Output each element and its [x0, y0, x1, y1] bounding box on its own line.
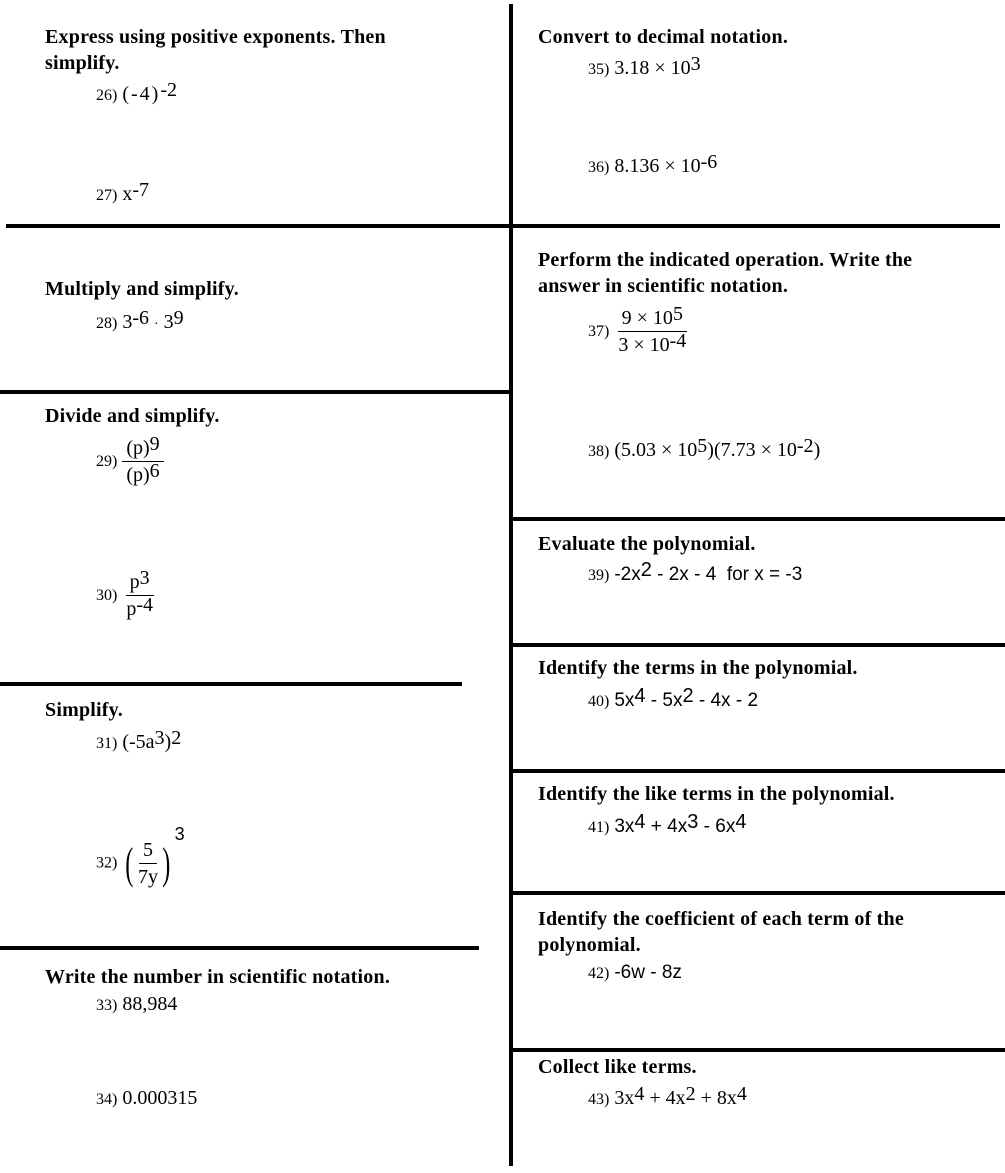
denominator-base: (p): [126, 464, 150, 486]
problem-27: [96, 179, 149, 208]
close-paren: ): [164, 731, 172, 753]
exponent: -2: [160, 79, 177, 101]
fraction: [134, 838, 162, 889]
exponent: -7: [132, 179, 149, 201]
term-1: 3x: [614, 816, 635, 837]
term-3: - 4x - 2: [693, 690, 759, 711]
exponent-1: 4: [634, 1083, 645, 1105]
numerator: 5: [139, 838, 157, 864]
exponent-2: 9: [173, 307, 184, 329]
term-1: -2x: [614, 564, 641, 585]
left-paren: (: [125, 838, 134, 888]
problem-number: 30): [96, 587, 118, 605]
exponent-2: 2: [682, 685, 694, 707]
problem-37: [588, 303, 690, 357]
instruction-operation-scientific: Perform the indicated operation. Write the answer in scientific notation.: [538, 249, 913, 297]
instruction-identify-terms: Identify the terms in the polynomial.: [538, 657, 858, 679]
term: 3.18 × 10: [614, 57, 691, 79]
instruction-evaluate: Evaluate the polynomial.: [538, 533, 756, 555]
divider-right-4: [510, 891, 1005, 895]
numerator-base: (p): [126, 437, 150, 459]
problem-number: 33): [96, 997, 118, 1014]
instruction-divide: Divide and simplify.: [45, 405, 220, 427]
problem-number: 37): [588, 323, 610, 341]
term-2: - 5x: [645, 690, 683, 711]
term-1: 5x: [614, 690, 635, 711]
problem-number: 39): [588, 567, 610, 584]
fraction: [614, 303, 690, 357]
problem-35: [588, 53, 701, 82]
problem-number: 36): [588, 159, 610, 176]
problem-number: 34): [96, 1091, 118, 1108]
exponent-2: 2: [171, 727, 182, 749]
denominator-exponent: 6: [149, 460, 160, 482]
numerator-exponent: 5: [672, 303, 683, 325]
instruction-coefficient: Identify the coefficient of each term of the polynomial.: [538, 908, 904, 956]
base: (-4): [122, 83, 161, 105]
divider-left-2: [0, 682, 462, 686]
divider-right-2: [510, 643, 1005, 647]
denominator-base: p: [126, 598, 137, 620]
problem-number: 29): [96, 453, 118, 471]
problem-number: 38): [588, 443, 610, 460]
exponent-2: 3: [687, 811, 699, 833]
term-2: )(7.73 × 10: [707, 439, 797, 461]
base-1: 3: [122, 311, 133, 333]
denominator: 3 × 10: [618, 334, 670, 356]
problem-number: 31): [96, 735, 118, 752]
problem-number: 40): [588, 693, 610, 710]
problem-30: [96, 567, 157, 621]
exponent-1: 4: [634, 811, 646, 833]
divider-right-1: [512, 517, 1005, 521]
denominator: 7y: [137, 866, 158, 888]
divider-right-5: [510, 1048, 1005, 1052]
exponent-2: 2: [685, 1083, 696, 1105]
right-paren: ): [162, 838, 171, 888]
exponent-3: 4: [736, 1083, 747, 1105]
problem-39: [588, 559, 803, 588]
term-1: (5.03 × 10: [614, 439, 698, 461]
problem-28: [96, 307, 184, 337]
instruction-decimal-notation: Convert to decimal notation.: [538, 26, 789, 48]
problem-42: [588, 960, 682, 986]
divider-left-3: [0, 946, 479, 950]
value: 0.000315: [122, 1087, 198, 1109]
problem-number: 28): [96, 315, 118, 332]
exponent-3: 4: [735, 811, 747, 833]
problem-43: [588, 1083, 747, 1112]
numerator-exponent: 9: [149, 433, 160, 455]
term-3: ): [813, 439, 821, 461]
term-1: 3x: [614, 1087, 635, 1109]
value: 88,984: [122, 993, 178, 1015]
exponent-1: 4: [634, 685, 646, 707]
problem-number: 32): [96, 854, 118, 872]
divider-full-1: [6, 224, 1000, 228]
problem-33: [96, 992, 177, 1018]
exponent: 3: [690, 53, 701, 75]
base-2: 3: [163, 311, 174, 333]
exponent-1: 2: [640, 559, 652, 581]
problem-number: 27): [96, 187, 118, 204]
base: x: [122, 183, 133, 205]
problem-number: 42): [588, 965, 610, 982]
instruction-multiply: Multiply and simplify.: [45, 278, 239, 300]
exponent-1: -6: [132, 307, 149, 329]
exponent: 3: [174, 824, 185, 845]
exponent: -6: [700, 151, 718, 173]
term-3: + 8x: [695, 1087, 737, 1109]
problem-number: 26): [96, 87, 118, 104]
fraction: [122, 433, 163, 487]
problem-number: 35): [588, 61, 610, 78]
problem-number: 43): [588, 1091, 610, 1108]
term: (-5a: [122, 731, 155, 753]
fraction: [122, 567, 157, 621]
numerator-exponent: 3: [139, 567, 150, 589]
numerator: 9 × 10: [621, 307, 673, 329]
expression: -6w - 8z: [614, 962, 682, 983]
problem-29: [96, 433, 164, 487]
instruction-simplify: Simplify.: [45, 699, 123, 721]
instruction-scientific-notation: Write the number in scientific notation.: [45, 966, 391, 988]
divider-right-3: [510, 769, 1005, 773]
instruction-like-terms: Identify the like terms in the polynomial.: [538, 783, 895, 805]
center-divider: [509, 4, 513, 1166]
problem-34: [96, 1086, 197, 1112]
instruction-positive-exponents: Express using positive exponents. Then simplify.: [45, 26, 386, 74]
denominator-exponent: -4: [136, 594, 153, 616]
term-2: + 4x: [644, 1087, 686, 1109]
dot-operator: ·: [154, 317, 159, 332]
exponent-1: 5: [697, 435, 708, 457]
denominator-exponent: -4: [669, 330, 687, 352]
exponent-2: -2: [796, 435, 814, 457]
problem-number: 41): [588, 819, 610, 836]
problem-40: [588, 685, 759, 714]
problem-41: [588, 811, 747, 840]
problem-38: [588, 435, 821, 464]
exponent-1: 3: [154, 727, 165, 749]
problem-36: [588, 151, 718, 180]
instruction-collect: Collect like terms.: [538, 1056, 697, 1078]
term-2: + 4x: [645, 816, 688, 837]
numerator-base: p: [129, 571, 140, 593]
term-3: - 6x: [698, 816, 736, 837]
problem-26: [96, 79, 177, 108]
term: 8.136 × 10: [614, 155, 701, 177]
problem-31: [96, 727, 182, 756]
term-2: - 2x - 4 for x = -3: [651, 564, 803, 585]
divider-left-1: [0, 390, 510, 394]
problem-32: [96, 824, 189, 889]
